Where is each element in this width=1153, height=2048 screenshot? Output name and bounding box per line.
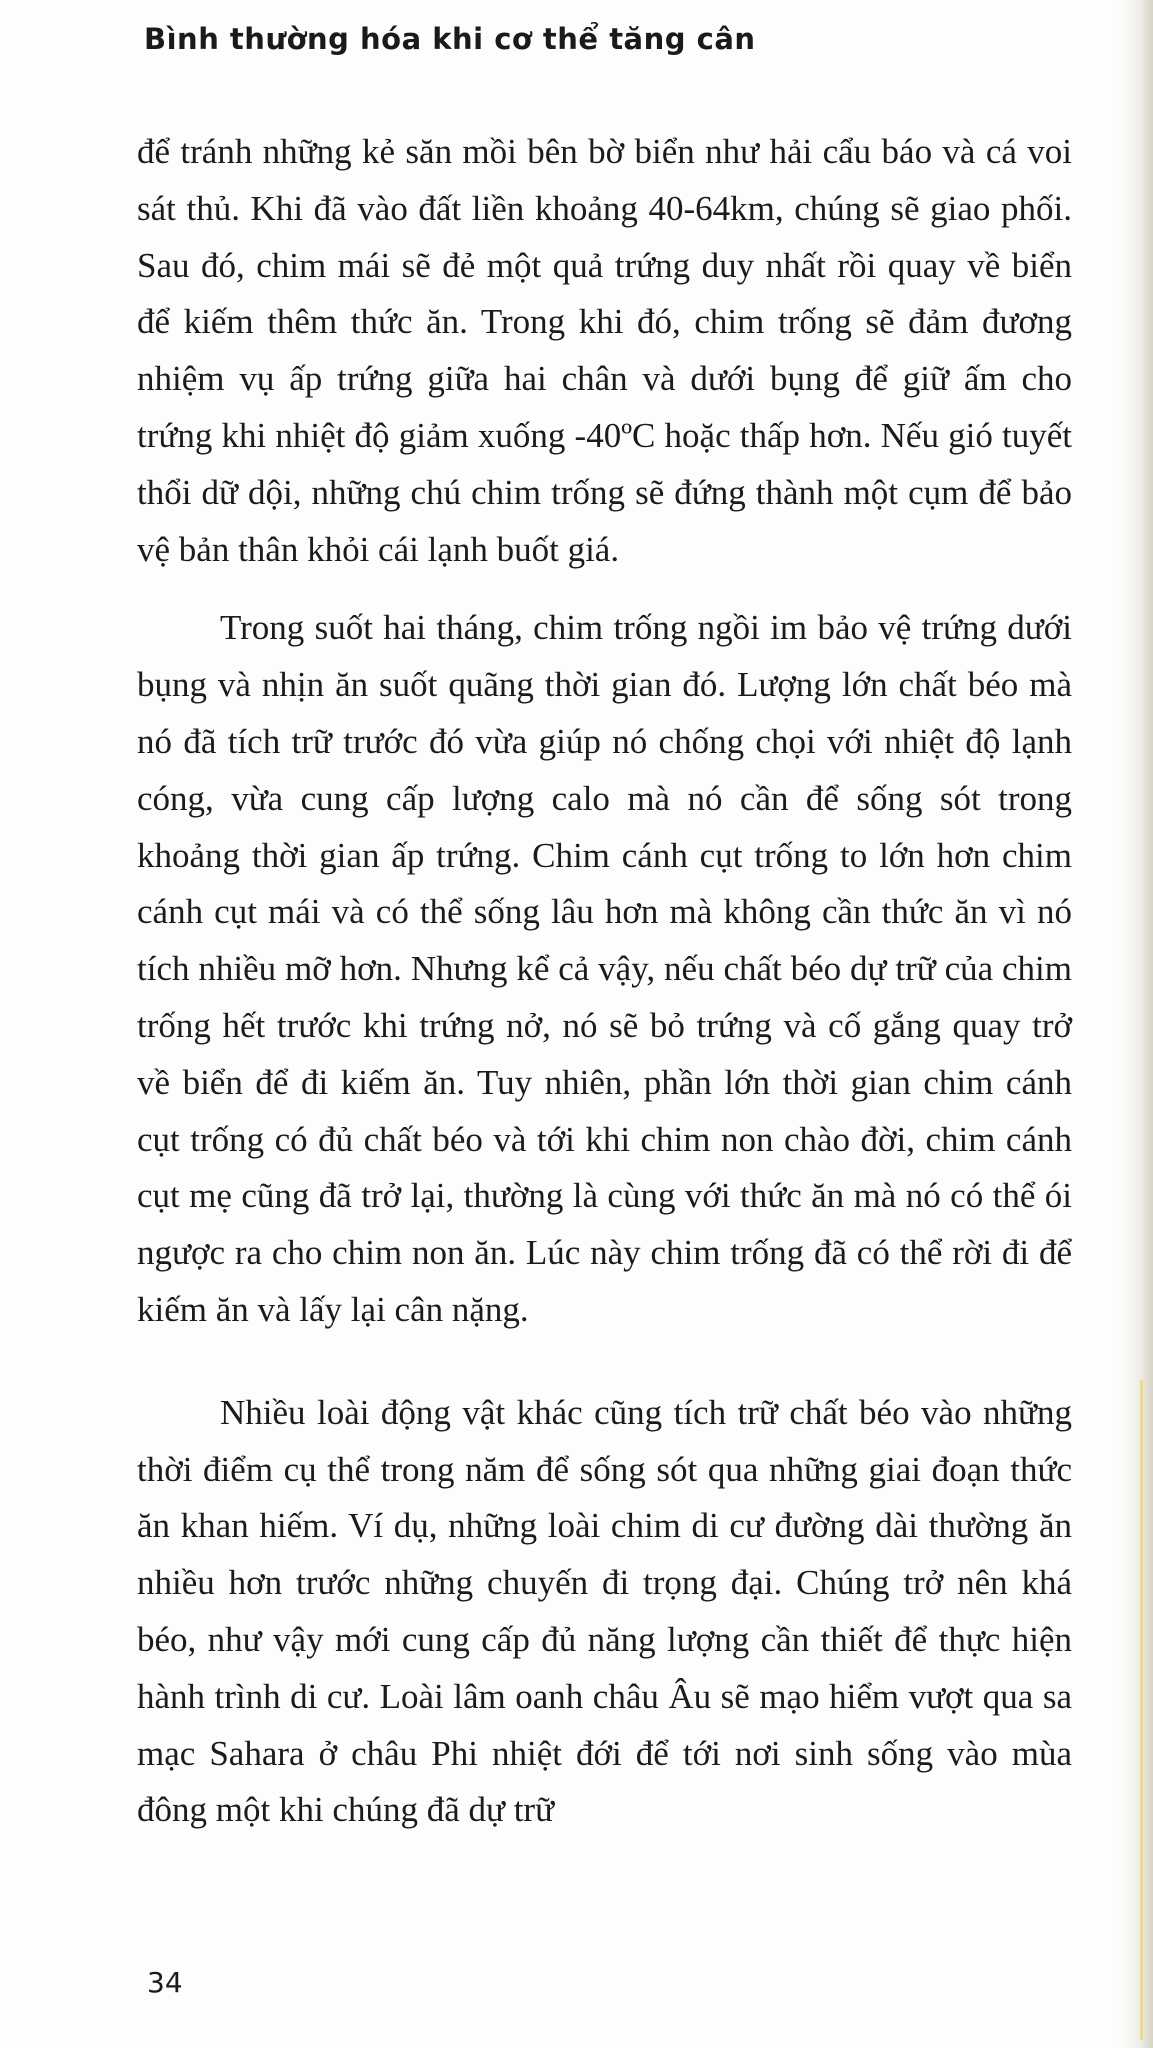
body-text: [137, 124, 1072, 1839]
page-edge-shadow: [1119, 0, 1153, 2048]
paragraph-2: Trong suốt hai tháng, chim trống ngồi im bảo vệ trứng dưới bụng và nhịn ăn suốt quãng thời gian đó. Lượng lớn chất béo mà nó đã tích trữ trước đó vừa giúp nó chống chọi với nhiệt độ lạnh cóng, vừa cung cấp lượng calo mà nó cần để sống sót trong khoảng thời gian ấp trứng. Chim cánh cụt trống to lớn hơn chim cánh cụt mái và có thể sống lâu hơn mà không cần thức ăn vì nó tích nhiều mỡ hơn. Nhưng kể cả vậy, nếu chất béo dự trữ của chim trống hết trước khi trứng nở, nó sẽ bỏ trứng và cố gắng quay trở về biển để đi kiếm ăn. Tuy nhiên, phần lớn thời gian chim cánh cụt trống có đủ chất béo và tới khi chim non chào đời, chim cánh cụt mẹ cũng đã trở lại, thường là cùng với thức ăn mà nó có thể ói ngược ra cho chim non ăn. Lúc này chim trống đã có thể rời đi để kiếm ăn và lấy lại cân nặng.: [137, 608, 1072, 1329]
page-edge-mark: [1140, 1380, 1143, 2040]
paragraph-3: Nhiều loài động vật khác cũng tích trữ chất béo vào những thời điểm cụ thể trong năm để sống sót qua những giai đoạn thức ăn khan hiếm. Ví dụ, những loài chim di cư đường dài thường ăn nhiều hơn trước những chuyến đi trọng đại. Chúng trở nên khá béo, như vậy mới cung cấp đủ năng lượng cần thiết để thực hiện hành trình di cư. Loài lâm oanh châu Âu sẽ mạo hiểm vượt qua sa mạc Sahara ở châu Phi nhiệt đới để tới nơi sinh sống vào mùa đông một khi chúng đã dự trữ: [137, 1392, 1072, 1830]
paragraph-1: để tránh những kẻ săn mồi bên bờ biển như hải cẩu báo và cá voi sát thủ. Khi đã vào đất liền khoảng 40-64km, chúng sẽ giao phối. Sau đó, chim mái sẽ đẻ một quả trứng duy nhất rồi quay về biển để kiếm thêm thức ăn. Trong khi đó, chim trống sẽ đảm đương nhiệm vụ ấp trứng giữa hai chân và dưới bụng để giữ ấm cho trứng khi nhiệt độ giảm xuống -40ºC hoặc thấp hơn. Nếu gió tuyết thổi dữ dội, những chú chim trống sẽ đứng thành một cụm để bảo vệ bản thân khỏi cái lạnh buốt giá.: [137, 132, 1072, 569]
page-number: 34: [147, 1966, 183, 1999]
running-header: Bình thường hóa khi cơ thể tăng cân: [144, 22, 756, 56]
